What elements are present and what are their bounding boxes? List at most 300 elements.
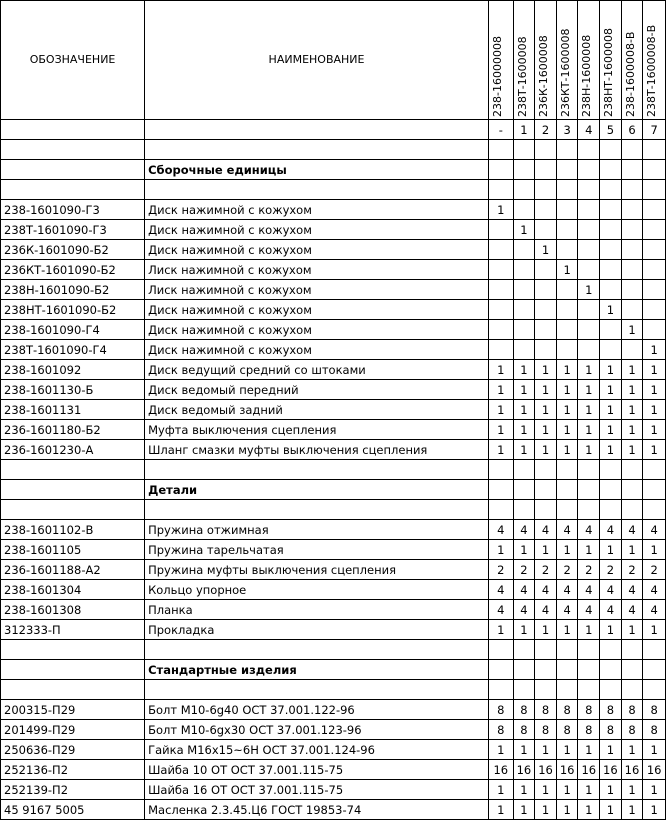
name-cell: Диск ведущий средний со штоками: [145, 360, 489, 380]
quantity-cell: 8: [535, 720, 557, 740]
quantity-cell: 16: [535, 760, 557, 780]
quantity-cell: 1: [513, 540, 535, 560]
quantity-cell: [513, 200, 535, 220]
quantity-cell: [621, 220, 643, 240]
quantity-cell: 4: [621, 520, 643, 540]
quantity-cell: [578, 320, 600, 340]
quantity-cell: 1: [513, 440, 535, 460]
quantity-cell: 1: [621, 620, 643, 640]
quantity-cell: 2: [513, 560, 535, 580]
empty-cell: [513, 160, 535, 180]
section-title: Детали: [145, 480, 489, 500]
empty-cell: [600, 640, 622, 660]
designation-cell: 238-1601090-Г4: [1, 320, 145, 340]
table-row: [1, 520, 666, 540]
quantity-cell: 8: [513, 720, 535, 740]
name-cell: Диск нажимной с кожухом: [145, 300, 489, 320]
variant-label: 238НТ-1600008: [602, 28, 616, 117]
empty-cell: [535, 480, 557, 500]
variant-label: 236К-1600008: [537, 35, 551, 117]
quantity-cell: 1: [556, 420, 578, 440]
quantity-cell: [643, 320, 666, 340]
designation-cell: 312333-П: [1, 620, 145, 640]
variant-number: -: [488, 120, 513, 140]
empty-cell: [513, 460, 535, 480]
quantity-cell: 1: [535, 420, 557, 440]
quantity-cell: 4: [513, 600, 535, 620]
variant-number: 6: [621, 120, 643, 140]
table-row: [1, 300, 666, 320]
name-cell: Диск нажимной с кожухом: [145, 320, 489, 340]
quantity-cell: [556, 200, 578, 220]
quantity-cell: 1: [600, 300, 622, 320]
quantity-cell: 1: [556, 260, 578, 280]
quantity-cell: 8: [513, 700, 535, 720]
empty-cell: [643, 660, 666, 680]
quantity-cell: [513, 260, 535, 280]
quantity-cell: 1: [488, 800, 513, 820]
name-cell: Муфта выключения сцепления: [145, 420, 489, 440]
empty-cell: [600, 680, 622, 700]
header-row: [1, 1, 666, 120]
quantity-cell: [513, 280, 535, 300]
quantity-cell: 1: [535, 800, 557, 820]
table-row: [1, 320, 666, 340]
empty-cell: [488, 500, 513, 520]
variant-label: 238Т-1600008-В: [645, 24, 659, 117]
variant-label: 238Н-1600008: [580, 34, 594, 117]
designation-cell: 238НТ-1601090-Б2: [1, 300, 145, 320]
empty-cell: [556, 160, 578, 180]
quantity-cell: 1: [488, 400, 513, 420]
quantity-cell: [535, 200, 557, 220]
section-row: [1, 160, 666, 180]
table-row: [1, 360, 666, 380]
quantity-cell: 1: [578, 740, 600, 760]
specification-body: [1, 140, 666, 820]
empty-cell: [535, 640, 557, 660]
blank-row: [1, 460, 666, 480]
quantity-cell: [535, 300, 557, 320]
table-row: [1, 780, 666, 800]
empty-cell: [513, 140, 535, 160]
empty-cell: [1, 160, 145, 180]
designation-cell: 238-1601105: [1, 540, 145, 560]
quantity-cell: [600, 320, 622, 340]
quantity-cell: 1: [578, 400, 600, 420]
variant-number: 5: [600, 120, 622, 140]
empty-cell: [556, 660, 578, 680]
designation-cell: 45 9167 5005: [1, 800, 145, 820]
quantity-cell: [578, 260, 600, 280]
empty-cell: [643, 460, 666, 480]
quantity-cell: 1: [535, 440, 557, 460]
empty-cell: [556, 680, 578, 700]
quantity-cell: 1: [621, 800, 643, 820]
quantity-cell: 2: [643, 560, 666, 580]
designation-cell: 236К-1601090-Б2: [1, 240, 145, 260]
quantity-cell: 4: [621, 580, 643, 600]
variant-header: [600, 1, 622, 120]
quantity-cell: 1: [578, 620, 600, 640]
quantity-cell: [643, 280, 666, 300]
quantity-cell: [621, 340, 643, 360]
quantity-cell: 8: [556, 700, 578, 720]
empty-cell: [621, 480, 643, 500]
table-row: [1, 400, 666, 420]
quantity-cell: 4: [600, 600, 622, 620]
empty-cell: [600, 160, 622, 180]
quantity-cell: [621, 300, 643, 320]
empty-cell: [535, 460, 557, 480]
empty-cell: [600, 460, 622, 480]
quantity-cell: [643, 240, 666, 260]
quantity-cell: [600, 280, 622, 300]
empty-cell: [643, 180, 666, 200]
quantity-cell: 1: [578, 540, 600, 560]
empty-cell: [488, 160, 513, 180]
quantity-cell: 1: [556, 780, 578, 800]
quantity-cell: [513, 240, 535, 260]
quantity-cell: [535, 320, 557, 340]
empty-cell: [643, 500, 666, 520]
blank-row: [1, 180, 666, 200]
empty-cell: [600, 140, 622, 160]
quantity-cell: [578, 220, 600, 240]
empty-cell: [535, 500, 557, 520]
empty-cell: [556, 140, 578, 160]
quantity-cell: 1: [600, 360, 622, 380]
empty-cell: [488, 460, 513, 480]
quantity-cell: [578, 200, 600, 220]
blank-row: [1, 500, 666, 520]
quantity-cell: 2: [600, 560, 622, 580]
empty-cell: [600, 180, 622, 200]
quantity-cell: 1: [621, 780, 643, 800]
quantity-cell: [488, 220, 513, 240]
name-cell: Лиск нажимной с кожухом: [145, 260, 489, 280]
table-row: [1, 700, 666, 720]
variant-number-row: [1, 120, 666, 140]
quantity-cell: [488, 260, 513, 280]
quantity-cell: 4: [600, 580, 622, 600]
designation-cell: 236КТ-1601090-Б2: [1, 260, 145, 280]
empty-cell: [1, 140, 145, 160]
name-cell: Пружина муфты выключения сцепления: [145, 560, 489, 580]
quantity-cell: [643, 260, 666, 280]
quantity-cell: [556, 240, 578, 260]
table-row: [1, 560, 666, 580]
quantity-cell: 1: [513, 400, 535, 420]
quantity-cell: 1: [643, 400, 666, 420]
empty-cell: [535, 160, 557, 180]
quantity-cell: [578, 240, 600, 260]
quantity-cell: 1: [600, 540, 622, 560]
empty-cell: [488, 660, 513, 680]
empty-cell: [145, 680, 489, 700]
quantity-cell: [556, 300, 578, 320]
quantity-cell: 1: [488, 540, 513, 560]
empty-cell: [535, 140, 557, 160]
empty-cell: [643, 140, 666, 160]
empty-cell: [535, 660, 557, 680]
designation-cell: 238-1601092: [1, 360, 145, 380]
designation-cell: 200315-П29: [1, 700, 145, 720]
quantity-cell: [556, 320, 578, 340]
table-row: [1, 600, 666, 620]
quantity-cell: 4: [513, 580, 535, 600]
table-row: [1, 440, 666, 460]
table-row: [1, 720, 666, 740]
quantity-cell: 1: [600, 400, 622, 420]
empty-cell: [578, 640, 600, 660]
quantity-cell: 1: [578, 440, 600, 460]
quantity-cell: 1: [488, 360, 513, 380]
empty-cell: [578, 480, 600, 500]
empty-cell: [578, 180, 600, 200]
quantity-cell: 1: [488, 740, 513, 760]
quantity-cell: 1: [513, 620, 535, 640]
variant-label: 238-1600008-В: [623, 31, 637, 117]
quantity-cell: [578, 340, 600, 360]
section-title: Стандартные изделия: [145, 660, 489, 680]
quantity-cell: [621, 260, 643, 280]
designation-cell: 238Н-1601090-Б2: [1, 280, 145, 300]
quantity-cell: 1: [513, 380, 535, 400]
quantity-cell: 4: [488, 580, 513, 600]
quantity-cell: 1: [513, 740, 535, 760]
quantity-cell: 1: [535, 780, 557, 800]
quantity-cell: 1: [578, 420, 600, 440]
quantity-cell: 1: [643, 340, 666, 360]
empty-cell: [600, 660, 622, 680]
variant-header: [643, 1, 666, 120]
quantity-cell: 4: [643, 600, 666, 620]
quantity-cell: [556, 280, 578, 300]
empty-cell: [513, 660, 535, 680]
section-row: [1, 660, 666, 680]
variant-label: 238-16000008: [490, 36, 504, 117]
variant-header: [578, 1, 600, 120]
quantity-cell: 4: [513, 520, 535, 540]
quantity-cell: [488, 320, 513, 340]
designation-cell: 238Т-1601090-Г3: [1, 220, 145, 240]
quantity-cell: 1: [643, 420, 666, 440]
quantity-cell: [488, 340, 513, 360]
table-row: [1, 760, 666, 780]
quantity-cell: 1: [488, 620, 513, 640]
name-cell: Масленка 2.3.45.Ц6 ГОСТ 19853-74: [145, 800, 489, 820]
empty-cell: [488, 480, 513, 500]
quantity-cell: 1: [621, 380, 643, 400]
quantity-cell: [488, 300, 513, 320]
blank-row: [1, 640, 666, 660]
quantity-cell: 1: [513, 780, 535, 800]
table-row: [1, 620, 666, 640]
quantity-cell: [556, 220, 578, 240]
quantity-cell: [621, 280, 643, 300]
quantity-cell: 8: [621, 700, 643, 720]
quantity-cell: 1: [513, 220, 535, 240]
quantity-cell: 1: [643, 800, 666, 820]
empty-cell: [488, 180, 513, 200]
name-header: НАИМЕНОВАНИЕ: [145, 1, 489, 120]
variant-number: 4: [578, 120, 600, 140]
quantity-cell: 4: [556, 580, 578, 600]
blank-row: [1, 680, 666, 700]
quantity-cell: 16: [488, 760, 513, 780]
quantity-cell: 1: [621, 740, 643, 760]
quantity-cell: 16: [600, 760, 622, 780]
quantity-cell: 4: [600, 520, 622, 540]
quantity-cell: 1: [643, 440, 666, 460]
quantity-cell: 1: [621, 540, 643, 560]
empty-cell: [513, 480, 535, 500]
quantity-cell: 1: [488, 440, 513, 460]
empty-cell: [600, 500, 622, 520]
quantity-cell: 8: [600, 720, 622, 740]
variant-number: 1: [513, 120, 535, 140]
quantity-cell: 1: [578, 800, 600, 820]
section-row: [1, 480, 666, 500]
quantity-cell: 4: [535, 580, 557, 600]
empty-cell: [1, 180, 145, 200]
quantity-cell: 1: [556, 440, 578, 460]
empty-cell: [621, 640, 643, 660]
quantity-cell: 4: [643, 520, 666, 540]
quantity-cell: 1: [488, 380, 513, 400]
empty-cell: [621, 140, 643, 160]
designation-cell: 238-1601131: [1, 400, 145, 420]
quantity-cell: 4: [578, 600, 600, 620]
empty-cell: [556, 480, 578, 500]
empty-cell: [643, 480, 666, 500]
empty-cell: [578, 140, 600, 160]
quantity-cell: 1: [600, 800, 622, 820]
empty-cell: [1, 460, 145, 480]
empty-cell: [621, 160, 643, 180]
quantity-cell: 8: [643, 700, 666, 720]
quantity-cell: 1: [556, 620, 578, 640]
designation-cell: 236-1601230-А: [1, 440, 145, 460]
quantity-cell: 1: [600, 380, 622, 400]
quantity-cell: 8: [578, 700, 600, 720]
quantity-cell: 4: [488, 520, 513, 540]
name-cell: Диск нажимной с кожухом: [145, 340, 489, 360]
section-title: Сборочные единицы: [145, 160, 489, 180]
quantity-cell: 1: [643, 620, 666, 640]
designation-cell: 252139-П2: [1, 780, 145, 800]
quantity-cell: [535, 280, 557, 300]
name-cell: Болт М10-6gх30 ОСТ 37.001.123-96: [145, 720, 489, 740]
name-cell: Болт М10-6g40 ОСТ 37.001.122-96: [145, 700, 489, 720]
variant-label: 238Т-1600008: [515, 36, 529, 117]
empty-cell: [145, 500, 489, 520]
empty-cell: [1, 120, 145, 140]
quantity-cell: 4: [556, 520, 578, 540]
variant-header: [513, 1, 535, 120]
empty-cell: [488, 680, 513, 700]
quantity-cell: 2: [488, 560, 513, 580]
quantity-cell: 1: [621, 360, 643, 380]
quantity-cell: [600, 200, 622, 220]
quantity-cell: 1: [556, 540, 578, 560]
empty-cell: [488, 140, 513, 160]
quantity-cell: 1: [643, 780, 666, 800]
quantity-cell: 1: [578, 360, 600, 380]
quantity-cell: 1: [556, 400, 578, 420]
quantity-cell: 8: [488, 720, 513, 740]
variant-number: 2: [535, 120, 557, 140]
empty-cell: [578, 500, 600, 520]
quantity-cell: 1: [643, 380, 666, 400]
table-row: [1, 280, 666, 300]
name-cell: Диск нажимной с кожухом: [145, 200, 489, 220]
designation-cell: 236-1601180-Б2: [1, 420, 145, 440]
quantity-cell: [513, 320, 535, 340]
name-cell: Диск ведомый передний: [145, 380, 489, 400]
empty-cell: [621, 180, 643, 200]
empty-cell: [145, 640, 489, 660]
quantity-cell: 16: [578, 760, 600, 780]
quantity-cell: 1: [535, 240, 557, 260]
table-row: [1, 580, 666, 600]
designation-cell: 238-1601090-Г3: [1, 200, 145, 220]
designation-cell: 236-1601188-А2: [1, 560, 145, 580]
quantity-cell: 1: [556, 360, 578, 380]
quantity-cell: [600, 240, 622, 260]
empty-cell: [556, 500, 578, 520]
blank-row: [1, 140, 666, 160]
empty-cell: [578, 660, 600, 680]
name-cell: Диск нажимной с кожухом: [145, 220, 489, 240]
quantity-cell: 2: [621, 560, 643, 580]
quantity-cell: 1: [600, 780, 622, 800]
empty-cell: [145, 460, 489, 480]
quantity-cell: 16: [556, 760, 578, 780]
quantity-cell: 16: [621, 760, 643, 780]
empty-cell: [1, 660, 145, 680]
quantity-cell: 1: [488, 780, 513, 800]
quantity-cell: 4: [621, 600, 643, 620]
table-row: [1, 740, 666, 760]
empty-cell: [513, 640, 535, 660]
quantity-cell: [535, 340, 557, 360]
quantity-cell: [488, 240, 513, 260]
quantity-cell: 8: [556, 720, 578, 740]
quantity-cell: 1: [621, 400, 643, 420]
quantity-cell: 1: [535, 400, 557, 420]
quantity-cell: 1: [578, 780, 600, 800]
variant-header: [535, 1, 557, 120]
empty-cell: [1, 480, 145, 500]
empty-cell: [556, 180, 578, 200]
empty-cell: [145, 140, 489, 160]
table-row: [1, 420, 666, 440]
designation-cell: 238-1601304: [1, 580, 145, 600]
quantity-cell: [535, 260, 557, 280]
variant-header: [488, 1, 513, 120]
variant-header: [621, 1, 643, 120]
quantity-cell: 1: [513, 800, 535, 820]
quantity-cell: 1: [600, 620, 622, 640]
empty-cell: [578, 680, 600, 700]
empty-cell: [556, 640, 578, 660]
variant-label: 236КТ-1600008: [558, 28, 572, 117]
quantity-cell: 1: [535, 620, 557, 640]
quantity-cell: [578, 300, 600, 320]
variant-number: 3: [556, 120, 578, 140]
